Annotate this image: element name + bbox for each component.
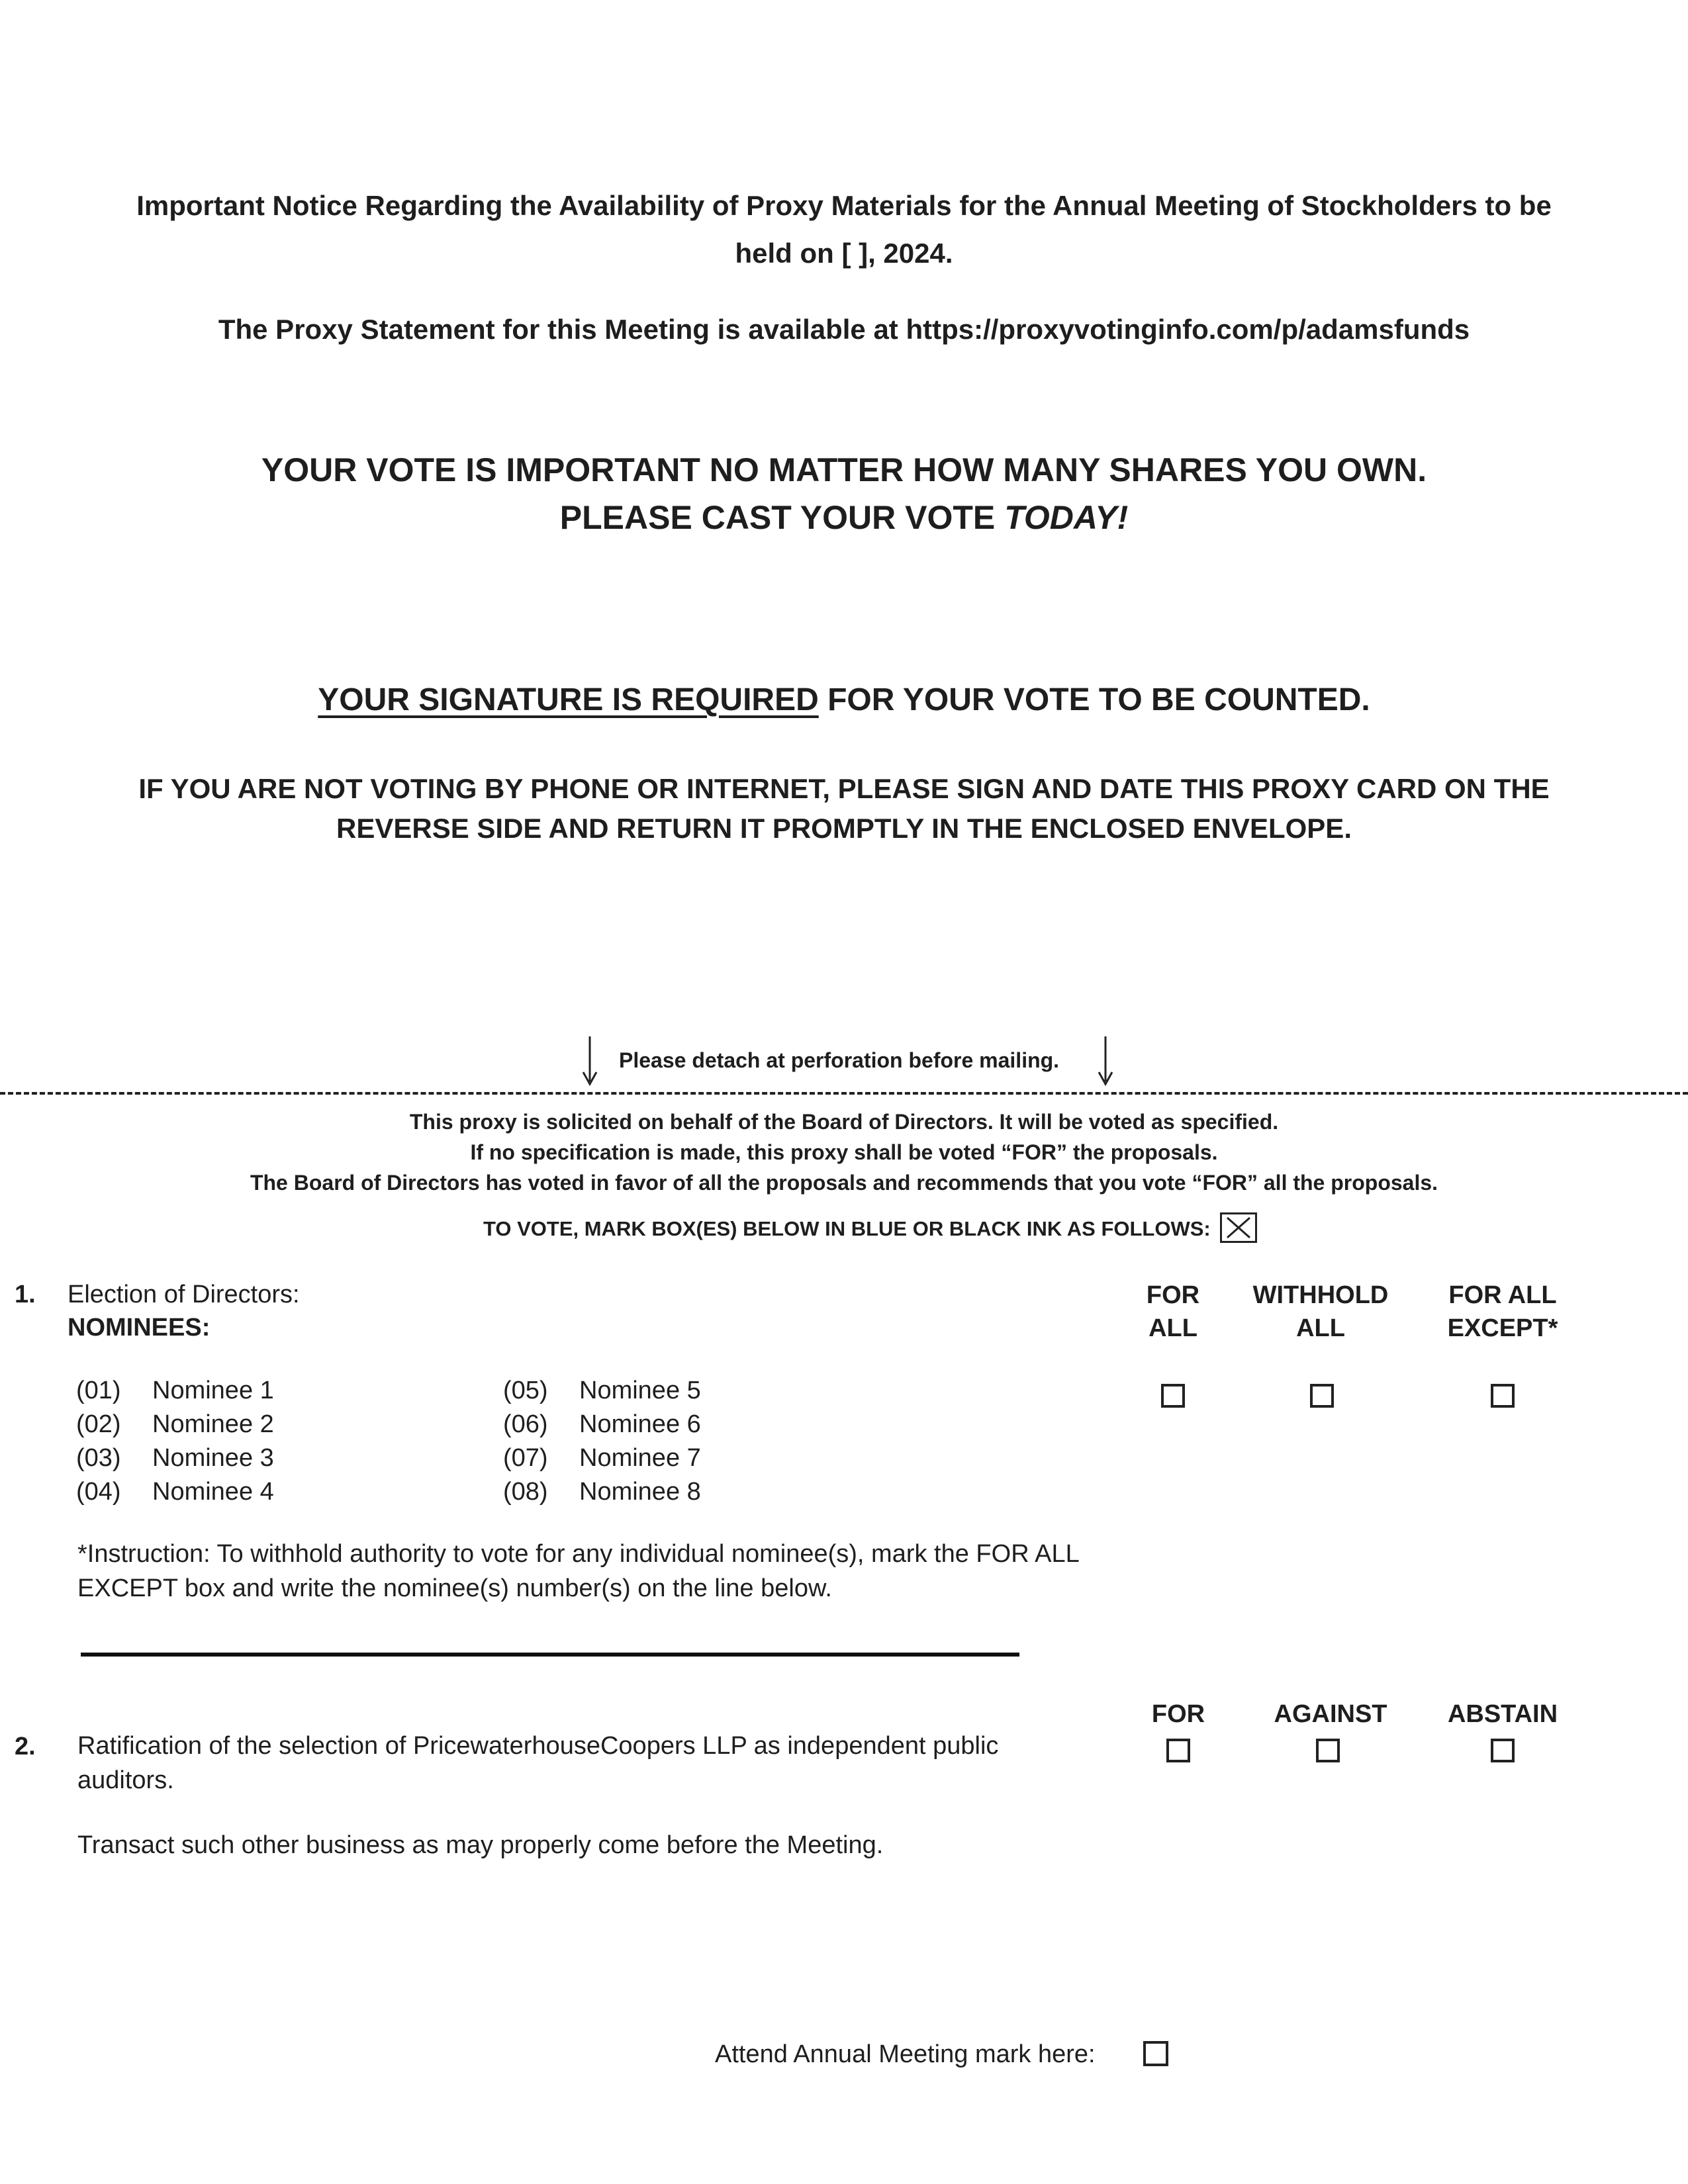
column-withhold-all-line-2: ALL xyxy=(1296,1314,1345,1342)
notice-line-2: held on [ ], 2024. xyxy=(735,238,953,269)
signature-required-rest: FOR YOUR VOTE TO BE COUNTED. xyxy=(818,682,1370,717)
nominee-01 xyxy=(76,1377,274,1405)
marking-instruction xyxy=(483,1215,1257,1246)
column-for-all-except-line-2: EXCEPT* xyxy=(1447,1314,1558,1342)
solicitation-line-2: If no specification is made, this proxy shall be voted “FOR” the proposals. xyxy=(470,1140,1218,1164)
nominee-07 xyxy=(503,1444,701,1473)
column-withhold-all xyxy=(1241,1279,1400,1345)
nominee-name: Nominee 1 xyxy=(152,1377,274,1404)
nominee-02 xyxy=(76,1410,274,1439)
nominee-name: Nominee 3 xyxy=(152,1444,274,1472)
withhold-instruction-line-2: EXCEPT box and write the nominee(s) number(s) on the line below. xyxy=(77,1574,832,1602)
proposal-2-text-line-1: Ratification of the selection of PricewaterhouseCoopers LLP as independent public xyxy=(77,1732,999,1760)
withhold-instruction xyxy=(77,1537,1080,1606)
nominee-number: (03) xyxy=(76,1444,121,1472)
withhold-instruction-line-1: *Instruction: To withhold authority to vote for any individual nominee(s), mark the FOR ALL xyxy=(77,1540,1080,1568)
column-for-all xyxy=(1123,1279,1223,1345)
against-checkbox[interactable] xyxy=(1316,1739,1340,1762)
solicitation-line-3: The Board of Directors has voted in favor of all the proposals and recommends that you vote “FOR” all the proposals. xyxy=(250,1171,1438,1195)
nominee-05 xyxy=(503,1377,701,1405)
nominee-write-in-line[interactable] xyxy=(81,1653,1019,1657)
proposal-1-number: 1. xyxy=(15,1281,36,1308)
nominee-03 xyxy=(76,1444,274,1473)
down-arrow-left-icon xyxy=(580,1035,600,1088)
marking-instruction-text: TO VOTE, MARK BOX(ES) BELOW IN BLUE OR BLACK INK AS FOLLOWS: xyxy=(483,1217,1211,1241)
other-business: Transact such other business as may properly come before the Meeting. xyxy=(77,1831,884,1859)
vote-important-line-2 xyxy=(0,494,1688,541)
nominee-number: (08) xyxy=(503,1478,548,1506)
proposal-1-title: Election of Directors: xyxy=(68,1281,300,1308)
nominee-number: (07) xyxy=(503,1444,548,1472)
nominees-label: NOMINEES: xyxy=(68,1314,211,1342)
nominee-name: Nominee 8 xyxy=(579,1478,701,1506)
column-against: AGAINST xyxy=(1274,1700,1387,1728)
solicitation-statement xyxy=(0,1107,1688,1198)
mail-instructions-line-1: IF YOU ARE NOT VOTING BY PHONE OR INTERNET, PLEASE SIGN AND DATE THIS PROXY CARD ON THE xyxy=(138,773,1550,804)
signature-required-notice xyxy=(0,682,1688,718)
cast-vote-text: PLEASE CAST YOUR VOTE xyxy=(559,499,1005,536)
nominee-name: Nominee 2 xyxy=(152,1410,274,1438)
column-withhold-all-line-1: WITHHOLD xyxy=(1252,1281,1389,1309)
x-mark-example-icon xyxy=(1220,1212,1257,1243)
withhold-all-checkbox[interactable] xyxy=(1310,1384,1334,1408)
for-checkbox[interactable] xyxy=(1166,1739,1190,1762)
column-for-all-except xyxy=(1423,1279,1582,1345)
proposal-2-number: 2. xyxy=(15,1733,36,1760)
mail-instructions xyxy=(0,769,1688,848)
nominee-number: (04) xyxy=(76,1478,121,1506)
vote-important-line-1: YOUR VOTE IS IMPORTANT NO MATTER HOW MANY SHARES YOU OWN. xyxy=(261,451,1427,488)
abstain-checkbox[interactable] xyxy=(1491,1739,1515,1762)
proposal-2-text-line-2: auditors. xyxy=(77,1766,174,1794)
vote-important-banner xyxy=(0,446,1688,541)
proxy-statement-availability: The Proxy Statement for this Meeting is available at https://proxyvotinginfo.com/p/adamsfunds xyxy=(218,314,1470,345)
nominee-name: Nominee 7 xyxy=(579,1444,701,1472)
nominee-number: (02) xyxy=(76,1410,121,1438)
attend-meeting-checkbox[interactable] xyxy=(1143,2041,1168,2066)
notice-line-1: Important Notice Regarding the Availability of Proxy Materials for the Annual Meeting of Stockholders to be xyxy=(136,190,1552,221)
nominee-number: (05) xyxy=(503,1377,548,1404)
column-for-all-except-line-1: FOR ALL xyxy=(1448,1281,1557,1309)
column-for: FOR xyxy=(1151,1700,1205,1728)
nominee-number: (01) xyxy=(76,1377,121,1404)
perforation-line xyxy=(0,1092,1688,1095)
column-abstain: ABSTAIN xyxy=(1447,1700,1558,1728)
today-emphasis: TODAY! xyxy=(1004,499,1129,536)
nominee-08 xyxy=(503,1478,701,1506)
down-arrow-right-icon xyxy=(1096,1035,1115,1088)
nominee-name: Nominee 6 xyxy=(579,1410,701,1438)
nominee-04 xyxy=(76,1478,274,1506)
column-for-all-line-1: FOR xyxy=(1146,1281,1200,1309)
nominee-06 xyxy=(503,1410,701,1439)
for-all-checkbox[interactable] xyxy=(1161,1384,1185,1408)
availability-notice xyxy=(0,182,1688,277)
detach-instruction: Please detach at perforation before mailing. xyxy=(619,1048,1060,1072)
mail-instructions-line-2: REVERSE SIDE AND RETURN IT PROMPTLY IN THE ENCLOSED ENVELOPE. xyxy=(336,813,1352,844)
signature-required-underlined: YOUR SIGNATURE IS REQUIRED xyxy=(318,682,819,717)
attend-meeting-label: Attend Annual Meeting mark here: xyxy=(715,2040,1096,2068)
nominee-number: (06) xyxy=(503,1410,548,1438)
for-all-except-checkbox[interactable] xyxy=(1491,1384,1515,1408)
column-for-all-line-2: ALL xyxy=(1149,1314,1197,1342)
nominee-name: Nominee 5 xyxy=(579,1377,701,1404)
solicitation-line-1: This proxy is solicited on behalf of the Board of Directors. It will be voted as specified. xyxy=(409,1110,1279,1134)
nominee-name: Nominee 4 xyxy=(152,1478,274,1506)
proposal-2-text xyxy=(77,1729,998,1797)
